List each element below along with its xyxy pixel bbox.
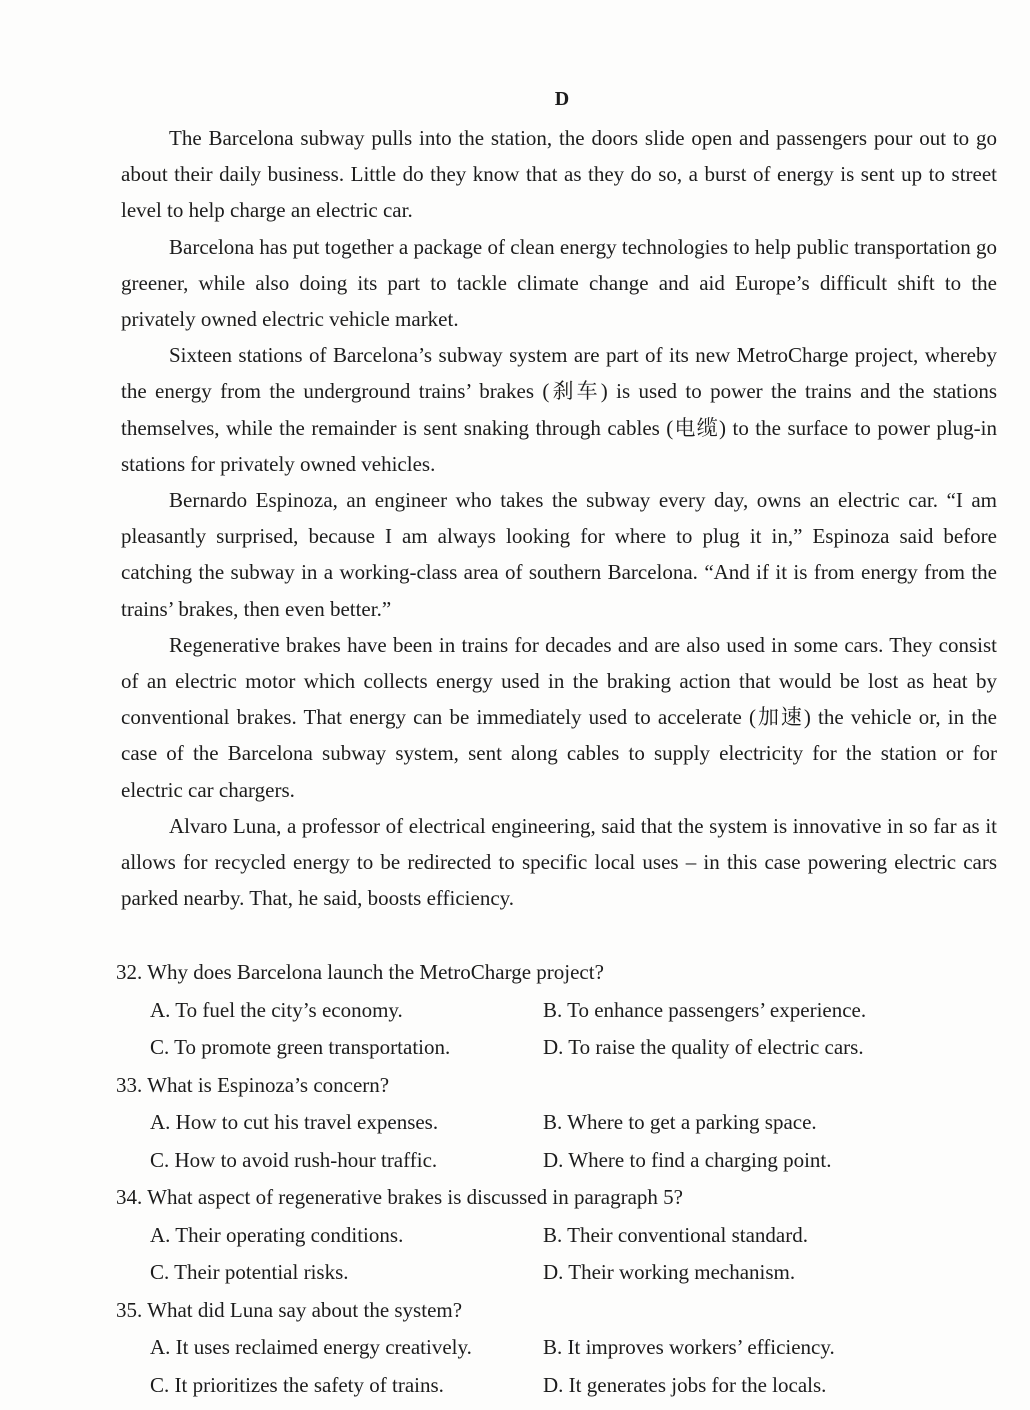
question-stem: 35. What did Luna say about the system? [116, 1297, 463, 1322]
passage-paragraph-2: Barcelona has put together a package of clean energy technologies to help public transportation go greener, while also doing its part to tackle climate change and aid Europe’s difficult shift to the privately owned electric vehicle market. [121, 234, 997, 332]
passage-paragraph-5: Regenerative brakes have been in trains for decades and are also used in some cars. They consist of an electric motor which collects energy used in the braking action that would be lost as heat by conventional brakes. That energy can be immediately used to accelerate (加速) the vehicle or, in the case of the Barcelona subway system, sent along cables to supply electricity for the station or for electric car chargers. [121, 632, 997, 802]
passage-paragraph-1: The Barcelona subway pulls into the station, the doors slide open and passengers pour out to go about their daily business. Little do they know that as they do so, a burst of energy is sent up to street level to help charge an electric car. [121, 126, 997, 223]
option-c: C. How to avoid rush-hour traffic. [150, 1147, 438, 1172]
reading-passage [121, 120, 997, 916]
option-a: A. Their operating conditions. [150, 1222, 404, 1247]
option-row [116, 992, 996, 1030]
option-row [116, 1217, 996, 1255]
question-stem: 32. Why does Barcelona launch the MetroCharge project? [116, 960, 604, 984]
option-a: A. It uses reclaimed energy creatively. [150, 1335, 472, 1359]
option-d: D. To raise the quality of electric cars. [543, 1035, 864, 1059]
question-32 [116, 954, 996, 1067]
option-d: D. It generates jobs for the locals. [543, 1372, 827, 1397]
option-row [116, 1142, 996, 1180]
option-row [116, 1029, 996, 1067]
option-b: B. Where to get a parking space. [543, 1110, 817, 1134]
option-row [116, 1329, 996, 1367]
question-35 [116, 1292, 996, 1405]
passage-paragraph-4: Bernardo Espinoza, an engineer who takes the subway every day, owns an electric car. “I am pleasantly surprised, because I am always looking for where to plug it in,” Espinoza said before catching the subway in a working-class area of southern Barcelona. “And if it is from energy from the trains’ brakes, then even better.” [121, 488, 997, 621]
option-d: D. Where to find a charging point. [543, 1147, 832, 1172]
option-row [116, 1367, 996, 1405]
option-a: A. To fuel the city’s economy. [150, 997, 403, 1022]
passage-paragraph-6: Alvaro Luna, a professor of electrical engineering, said that the system is innovative in so far as it allows for recycled energy to be redirected to specific local uses – in this case powering electric cars parked nearby. That, he said, boosts efficiency. [121, 813, 997, 911]
question-stem: 34. What aspect of regenerative brakes is discussed in paragraph 5? [116, 1185, 683, 1209]
section-label: D [554, 88, 570, 110]
option-c: C. It prioritizes the safety of trains. [150, 1372, 444, 1397]
option-row [116, 1254, 996, 1292]
option-c: C. Their potential risks. [150, 1260, 349, 1284]
option-row [116, 1104, 996, 1142]
question-33 [116, 1067, 996, 1180]
option-b: B. To enhance passengers’ experience. [543, 997, 867, 1022]
question-34 [116, 1179, 996, 1292]
option-b: B. Their conventional standard. [543, 1222, 808, 1247]
option-b: B. It improves workers’ efficiency. [543, 1335, 835, 1359]
option-a: A. How to cut his travel expenses. [150, 1110, 439, 1134]
question-list [116, 954, 996, 1404]
passage-paragraph-3: Sixteen stations of Barcelona’s subway system are part of its new MetroCharge project, whereby the energy from the underground trains’ brakes (刹车) is used to power the trains and the stations themselves, while the remainder is sent snaking through cables (电缆) to the surface to power plug-in stations for privately owned vehicles. [121, 343, 997, 476]
question-stem: 33. What is Espinoza’s concern? [116, 1072, 390, 1097]
option-d: D. Their working mechanism. [543, 1260, 796, 1284]
option-c: C. To promote green transportation. [150, 1035, 451, 1059]
